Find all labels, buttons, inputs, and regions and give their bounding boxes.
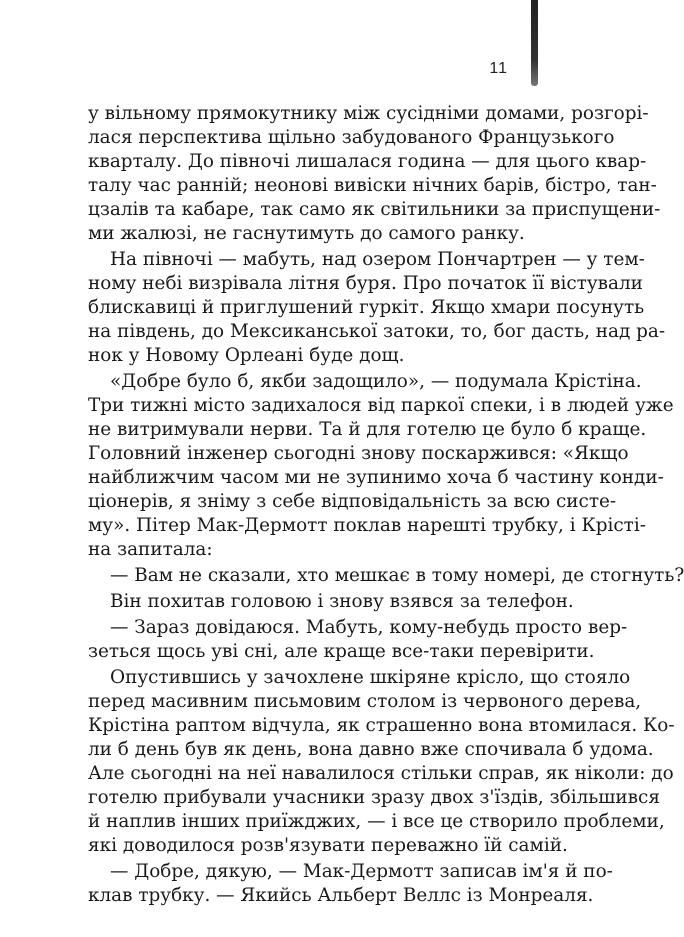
page-number: 11 bbox=[489, 60, 508, 77]
text-line: блискавиці й приглушений гуркіт. Якщо хмари посунуть bbox=[88, 297, 645, 318]
text-line: ному небі визрівала літня буря. Про початок її вістували bbox=[88, 273, 643, 294]
text-line: зеться щось уві сні, але краще все-таки перевірити. bbox=[88, 641, 595, 662]
text-line: клав трубку. — Якийсь Альберт Веллс із Монреаля. bbox=[88, 885, 594, 906]
text-line: кварталу. До півночі лишалася година — для цього квар- bbox=[88, 151, 647, 172]
text-line: готелю прибували учасники зразу двох з'їздів, збільшився bbox=[88, 787, 660, 808]
text-line: — Вам не сказали, хто мешкає в тому номері, де стогнуть? bbox=[110, 565, 684, 586]
text-line: у вільному прямокутнику між сусідніми домами, розгорі- bbox=[88, 103, 649, 124]
text-line: ціонерів, я зніму з себе відповідальність за всю систе- bbox=[88, 491, 617, 512]
text-line: нок у Новому Орлеані буде дощ. bbox=[88, 345, 405, 366]
paragraph bbox=[88, 370, 674, 562]
paragraph bbox=[88, 248, 666, 368]
text-line: на запитала: bbox=[88, 539, 213, 560]
text-line: не витримували нерви. Та й для готелю це було б краще. bbox=[88, 419, 647, 440]
text-line: Головний інженер сьогодні знову поскаржився: «Якщо bbox=[88, 443, 629, 464]
text-line: ми жалюзі, не гаснутимуть до самого ранку. bbox=[88, 223, 525, 244]
text-line: цзалів та кабаре, так само як світильники за приспущени- bbox=[88, 199, 661, 220]
page-edge-marker bbox=[531, 0, 538, 86]
text-line: найближчим часом ми не зупинимо хоча б частину конди- bbox=[88, 467, 664, 488]
body-text bbox=[88, 102, 684, 908]
text-line: На півночі — мабуть, над озером Пончартрен — у тем- bbox=[110, 249, 645, 270]
text-line: талу час ранній; неонові вивіски нічних барів, бістро, тан- bbox=[88, 175, 657, 196]
text-line: — Добре, дякую, — Мак-Дермотт записав ім'я й по- bbox=[110, 861, 613, 882]
paragraph bbox=[88, 666, 675, 858]
text-line: Три тижні місто задихалося від паркої спеки, і в людей уже bbox=[88, 395, 674, 416]
paragraph bbox=[88, 616, 628, 664]
paragraph bbox=[88, 564, 684, 588]
text-line: «Добре було б, якби задощило», — подумала Крістіна. bbox=[110, 371, 642, 392]
text-line: які доводилося розв'язувати переважно їй самій. bbox=[88, 835, 568, 856]
paragraph bbox=[88, 590, 574, 614]
text-line: му». Пітер Мак-Дермотт поклав нарешті трубку, і Крісті- bbox=[88, 515, 646, 536]
text-line: Крістіна раптом відчула, як страшенно вона втомилася. Ко- bbox=[88, 715, 675, 736]
text-line: лася перспектива щільно забудованого Французького bbox=[88, 127, 615, 148]
paragraph bbox=[88, 860, 613, 908]
text-line: — Зараз довідаюся. Мабуть, кому-небудь просто вер- bbox=[110, 617, 628, 638]
paragraph bbox=[88, 102, 661, 246]
text-line: ли б день був як день, вона давно вже спочивала б удома. bbox=[88, 739, 654, 760]
text-line: Опустившись у зачохлене шкіряне крісло, що стояло bbox=[110, 667, 631, 688]
text-line: Він похитав головою і знову взявся за телефон. bbox=[110, 591, 574, 612]
text-line: й наплив інших приїжджих, — і все це створило проблеми, bbox=[88, 811, 665, 832]
text-line: Але сьогодні на неї навалилося стільки справ, як ніколи: до bbox=[88, 763, 674, 784]
text-line: перед масивним письмовим столом із червоного дерева, bbox=[88, 691, 642, 712]
text-line: на південь, до Мексиканської затоки, то, бог дасть, над ра- bbox=[88, 321, 666, 342]
